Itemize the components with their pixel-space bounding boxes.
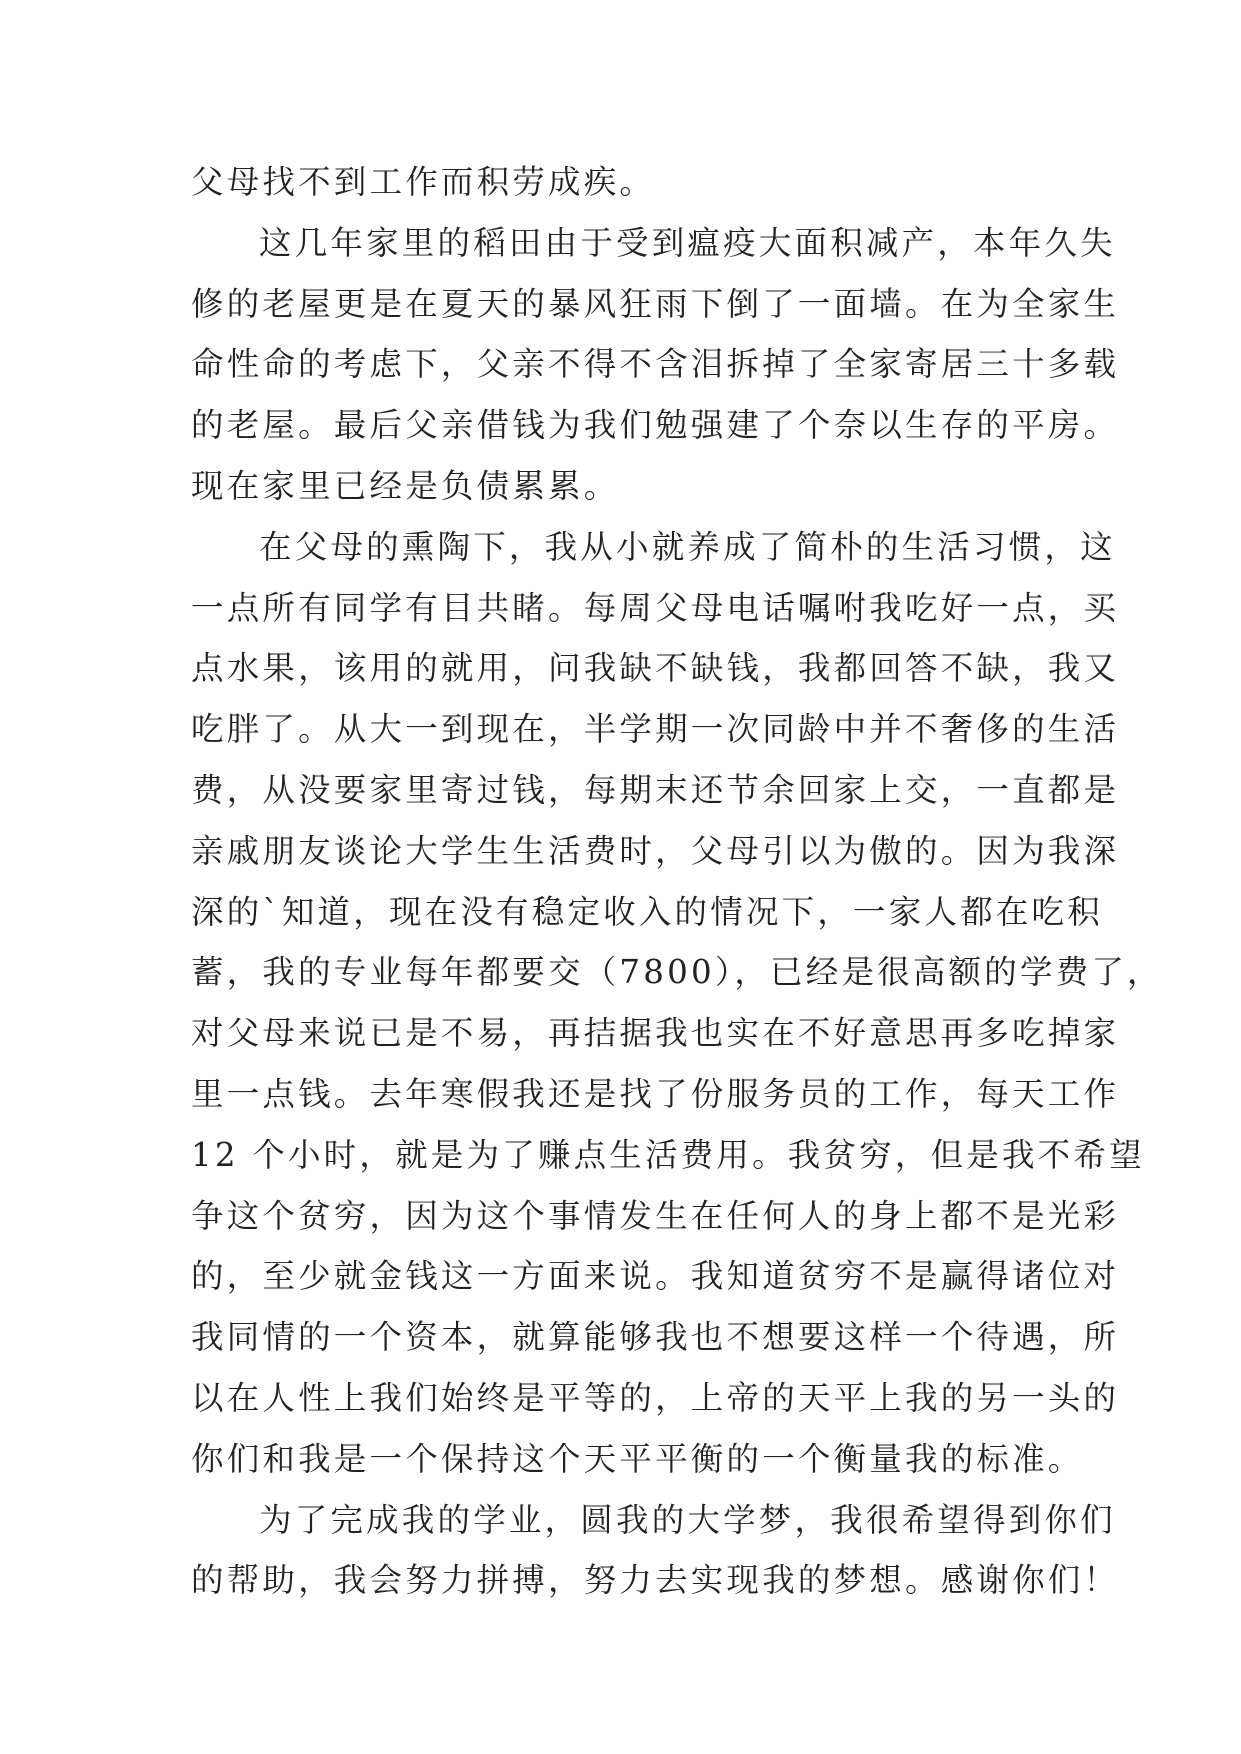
text-line: 争这个贫穷，因为这个事情发生在任何人的身上都不是光彩 [191, 1196, 1120, 1235]
text-line: 深的`知道，现在没有稳定收入的情况下，一家人都在吃积 [191, 892, 1103, 931]
text-line: 亲戚朋友谈论大学生生活费时，父母引以为傲的。因为我深 [191, 831, 1120, 870]
text-line: 我同情的一个资本，就算能够我也不想要这样一个待遇，所 [191, 1318, 1120, 1357]
text-line: 对父母来说已是不易，再拮据我也实在不好意思再多吃掉家 [191, 1014, 1120, 1053]
text-line: 命性命的考虑下，父亲不得不含泪拆掉了全家寄居三十多载 [191, 345, 1120, 384]
text-line: 吃胖了。从大一到现在，半学期一次同龄中并不奢侈的生活 [191, 710, 1120, 749]
text-line: 蓄，我的专业每年都要交（7800），已经是很高额的学费了， [191, 953, 1163, 992]
text-line: 这几年家里的稻田由于受到瘟疫大面积减产，本年久失 [259, 223, 1116, 262]
text-line: 父母找不到工作而积劳成疾。 [191, 163, 656, 201]
text-line: 点水果，该用的就用，问我缺不缺钱，我都回答不缺，我又 [191, 649, 1120, 688]
text-line: 的帮助，我会努力拼搏，努力去实现我的梦想。感谢你们！ [191, 1561, 1120, 1600]
document-body [191, 152, 1163, 1611]
text-line: 以在人性上我们始终是平等的，上帝的天平上我的另一头的 [191, 1378, 1120, 1417]
text-line: 的，至少就金钱这一方面来说。我知道贫穷不是赢得诸位对 [191, 1257, 1120, 1296]
text-line: 现在家里已经是负债累累。 [191, 466, 620, 505]
text-line: 修的老屋更是在夏天的暴风狂雨下倒了一面墙。在为全家生 [191, 284, 1120, 323]
text-line: 12 个小时，就是为了赚点生活费用。我贫穷，但是我不希望 [191, 1135, 1145, 1174]
text-line: 一点所有同学有目共睹。每周父母电话嘱咐我吃好一点，买 [191, 588, 1120, 627]
text-line: 你们和我是一个保持这个天平平衡的一个衡量我的标准。 [191, 1439, 1084, 1478]
text-line: 里一点钱。去年寒假我还是找了份服务员的工作，每天工作 [191, 1074, 1120, 1113]
text-line: 在父母的熏陶下，我从小就养成了简朴的生活习惯，这 [259, 527, 1116, 566]
text-line: 的老屋。最后父亲借钱为我们勉强建了个奈以生存的平房。 [191, 406, 1120, 445]
text-line: 费，从没要家里寄过钱，每期末还节余回家上交，一直都是 [191, 770, 1120, 809]
text-line: 为了完成我的学业，圆我的大学梦，我很希望得到你们 [259, 1500, 1116, 1539]
